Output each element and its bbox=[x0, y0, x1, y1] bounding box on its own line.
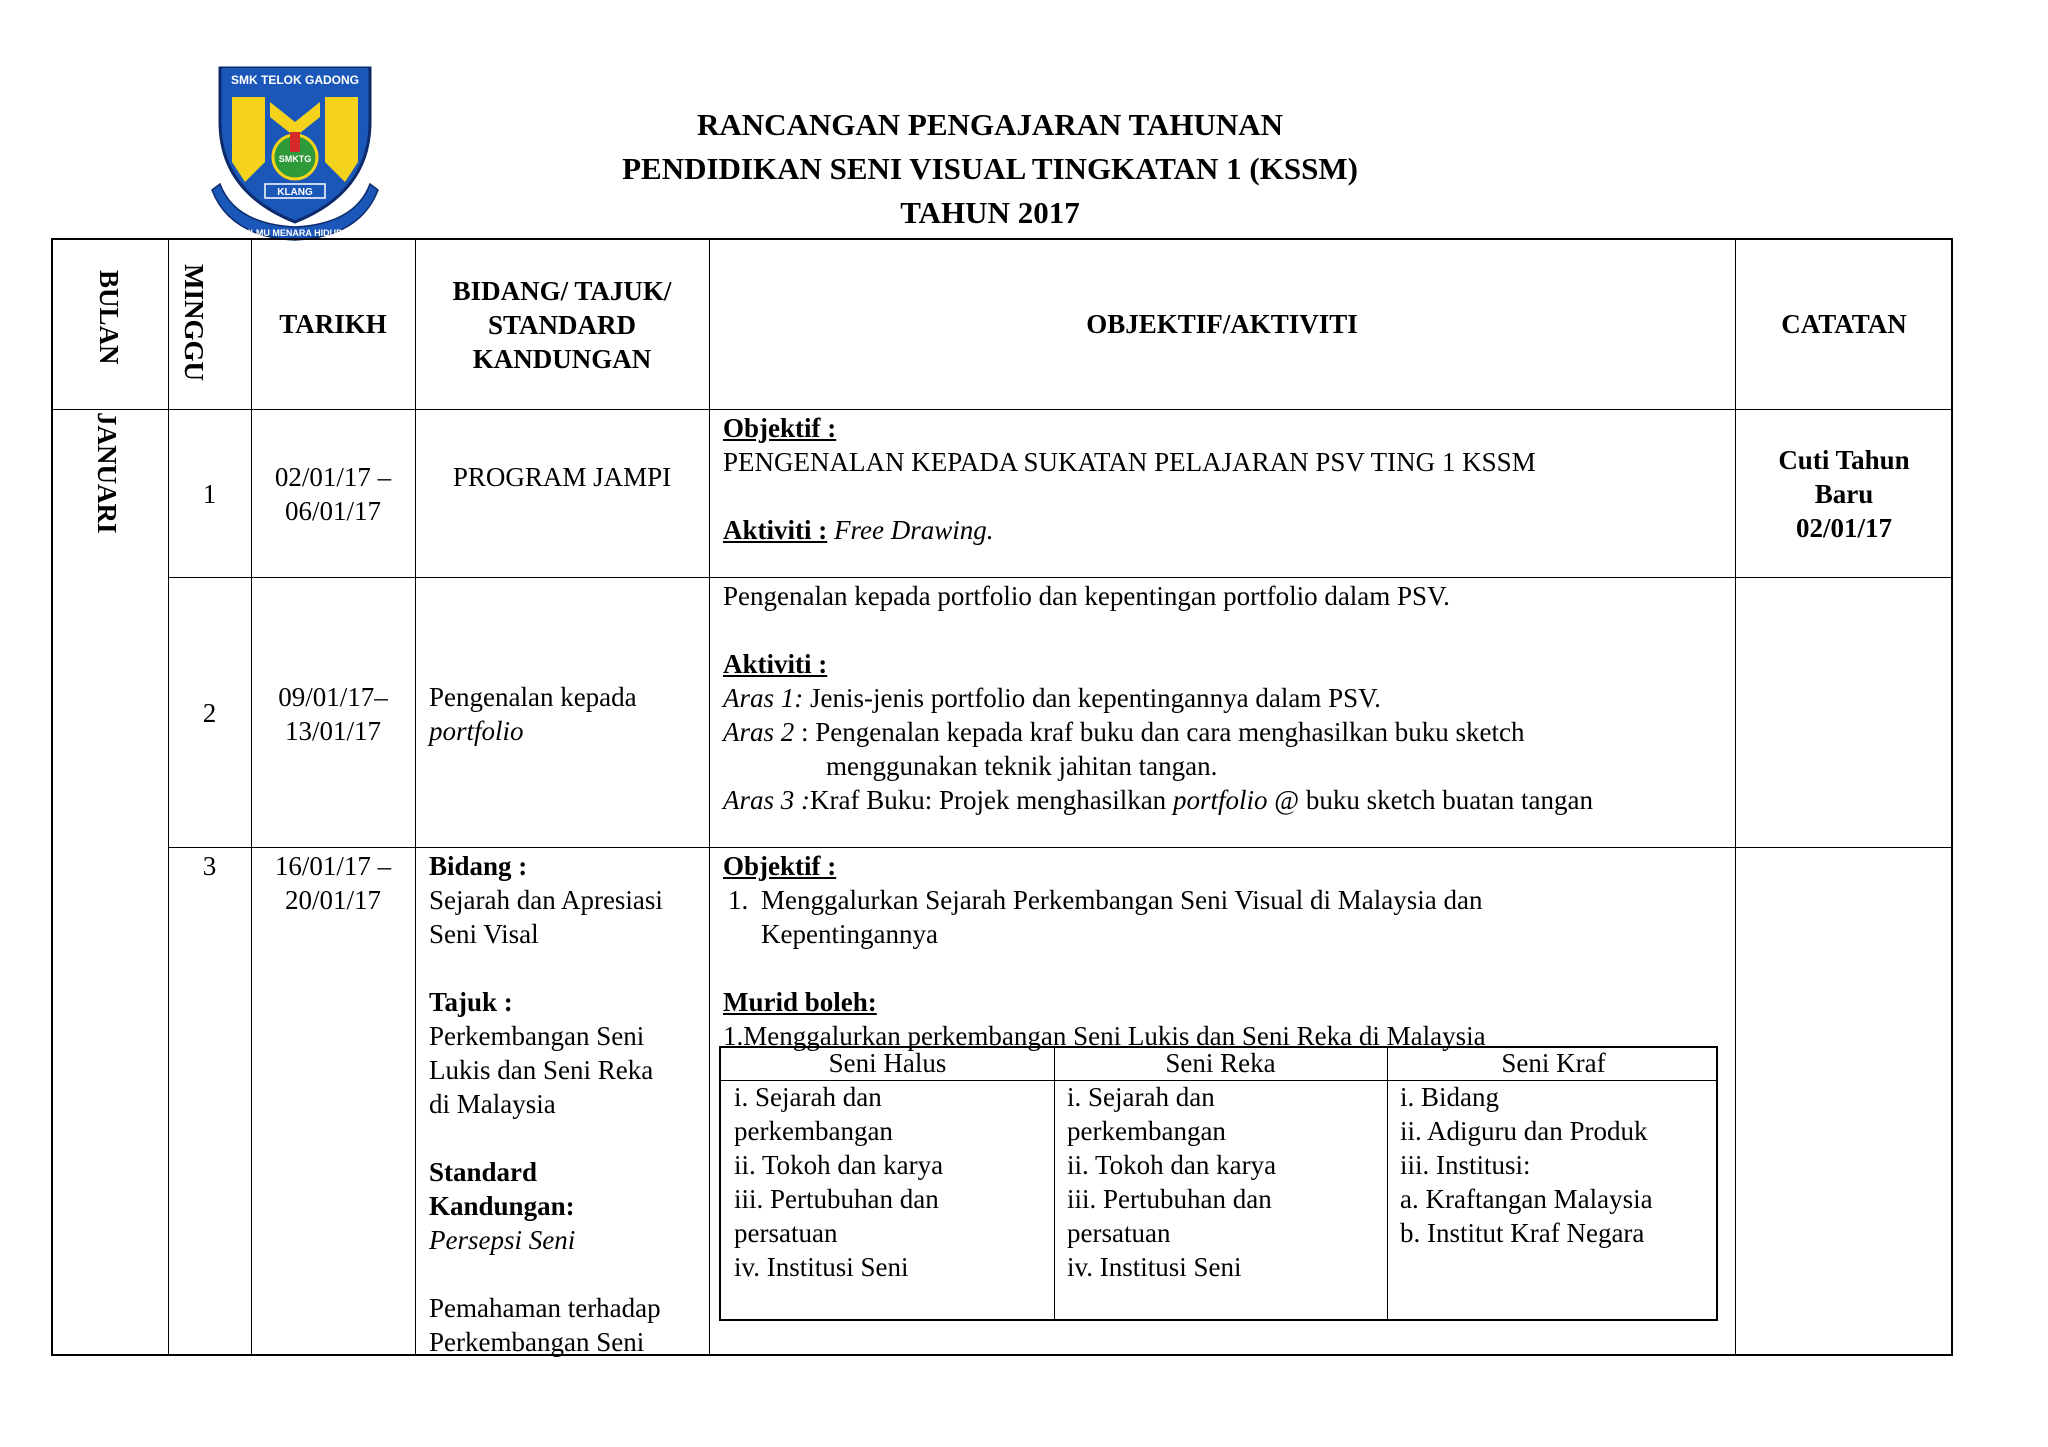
row1-bidang: PROGRAM JAMPI bbox=[452, 462, 672, 492]
row3-tajuk-label: Tajuk : bbox=[429, 987, 513, 1017]
row3-bidang-label: Bidang : bbox=[429, 851, 528, 881]
header-objektif: OBJEKTIF/AKTIVITI bbox=[1086, 309, 1358, 339]
row2-bidang-line2: portfolio bbox=[429, 716, 524, 746]
header-bidang-line1: BIDANG/ TAJUK/ bbox=[452, 276, 672, 306]
row2-aras2-cont: menggunakan teknik jahitan tangan. bbox=[826, 751, 1218, 781]
row2-aras2-text: : Pengenalan kepada kraf buku dan cara menghasilkan buku sketch bbox=[794, 717, 1525, 747]
row1-catatan-line2: Baru bbox=[1814, 479, 1874, 509]
grid-line bbox=[415, 240, 416, 1354]
seni-categories-table bbox=[719, 1046, 1718, 1321]
inner-col-line bbox=[1054, 1048, 1055, 1319]
row3-murid-label: Murid boleh: bbox=[723, 987, 877, 1017]
row2-bidang-line1: Pengenalan kepada bbox=[429, 682, 637, 712]
row3-bidang-text-line2: Seni Visal bbox=[429, 919, 539, 949]
row2-bidang bbox=[429, 680, 709, 748]
row2-aras3-text-it: portfolio bbox=[1172, 785, 1268, 815]
list-item: perkembangan bbox=[734, 1116, 893, 1146]
row3-objektif-item-line2: Kepentingannya bbox=[761, 919, 938, 949]
list-item: persatuan bbox=[734, 1218, 838, 1248]
month-label: JANUARI bbox=[92, 412, 122, 534]
row2-tarikh bbox=[251, 680, 415, 748]
row2-tarikh-end: 13/01/17 bbox=[284, 716, 381, 746]
row1-catatan-line1: Cuti Tahun bbox=[1778, 445, 1910, 475]
list-item: ii. Tokoh dan karya bbox=[1067, 1150, 1277, 1180]
header-bidang bbox=[415, 274, 709, 376]
row3-bidang-text-line1: Sejarah dan Apresiasi bbox=[429, 885, 663, 915]
list-item: iii. Pertubuhan dan bbox=[1067, 1184, 1272, 1214]
row3-pemahaman-line1: Pemahaman terhadap bbox=[429, 1293, 661, 1323]
row3-tarikh-end: 20/01/17 bbox=[284, 885, 381, 915]
row1-objektif bbox=[723, 411, 1723, 547]
row1-catatan bbox=[1735, 443, 1953, 545]
row1-objektif-text: PENGENALAN KEPADA SUKATAN PELAJARAN PSV TING 1 KSSM bbox=[723, 447, 1536, 477]
header-bidang-line2: STANDARD bbox=[487, 310, 636, 340]
logo-center-text: SMKTG bbox=[278, 154, 312, 164]
list-item: a. Kraftangan Malaysia bbox=[1400, 1184, 1653, 1214]
grid-line bbox=[251, 240, 252, 1354]
grid-line bbox=[709, 240, 710, 1354]
row1-tarikh-end: 06/01/17 bbox=[284, 496, 381, 526]
row3-tarikh-start: 16/01/17 – bbox=[274, 851, 392, 881]
grid-line bbox=[168, 240, 169, 1354]
row3-tarikh bbox=[251, 849, 415, 917]
inner-col-line bbox=[1387, 1048, 1388, 1319]
row2-aras2-label: Aras 2 bbox=[723, 717, 795, 747]
header-bulan: BULAN bbox=[94, 270, 124, 365]
row2-objektif bbox=[723, 579, 1733, 817]
row2-minggu: 2 bbox=[202, 698, 217, 728]
list-item: i. Sejarah dan bbox=[1067, 1082, 1215, 1112]
header-catatan: CATATAN bbox=[1781, 309, 1907, 339]
row3-tajuk-text-line2: Lukis dan Seni Reka bbox=[429, 1055, 654, 1085]
inner-col-seni-kraf bbox=[1400, 1080, 1715, 1250]
row3-standard-label-line2: Kandungan: bbox=[429, 1191, 575, 1221]
list-item: perkembangan bbox=[1067, 1116, 1226, 1146]
list-item: ii. Adiguru dan Produk bbox=[1400, 1116, 1648, 1146]
grid-line bbox=[168, 847, 1951, 848]
list-item: ii. Tokoh dan karya bbox=[734, 1150, 944, 1180]
row3-bidang bbox=[429, 849, 709, 1359]
row1-objektif-label: Objektif : bbox=[723, 413, 837, 443]
document-title-line2: PENDIDIKAN SENI VISUAL TINGKATAN 1 (KSSM) bbox=[622, 151, 1358, 186]
row3-murid-text: 1.Menggalurkan perkembangan Seni Lukis dan Seni Reka di Malaysia bbox=[723, 1021, 1486, 1051]
row1-tarikh-start: 02/01/17 – bbox=[274, 462, 392, 492]
row2-intro: Pengenalan kepada portfolio dan kepentingan portfolio dalam PSV. bbox=[723, 581, 1450, 611]
row3-tajuk-text-line3: di Malaysia bbox=[429, 1089, 556, 1119]
list-item: iii. Institusi: bbox=[1400, 1150, 1531, 1180]
row3-minggu: 3 bbox=[202, 851, 217, 881]
inner-header-seni-reka: Seni Reka bbox=[1165, 1048, 1276, 1078]
row2-tarikh-start: 09/01/17– bbox=[278, 682, 388, 712]
row3-pemahaman-line2: Perkembangan Seni bbox=[429, 1327, 645, 1357]
grid-line bbox=[53, 409, 1951, 410]
list-item: iii. Pertubuhan dan bbox=[734, 1184, 939, 1214]
list-item: iv. Institusi Seni bbox=[1067, 1252, 1242, 1282]
document-title-line1: RANCANGAN PENGAJARAN TAHUNAN bbox=[696, 107, 1284, 142]
grid-line bbox=[168, 577, 1951, 578]
row1-aktiviti-label: Aktiviti : bbox=[723, 515, 828, 545]
row3-standard-text: Persepsi Seni bbox=[429, 1225, 576, 1255]
list-item: i. Sejarah dan bbox=[734, 1082, 882, 1112]
logo-place-text: KLANG bbox=[277, 187, 313, 198]
header-tarikh: TARIKH bbox=[279, 309, 387, 339]
row2-aras3-text-b: @ buku sketch buatan tangan bbox=[1267, 785, 1593, 815]
inner-col-seni-reka bbox=[1067, 1080, 1382, 1284]
row3-objektif-label: Objektif : bbox=[723, 851, 837, 881]
row1-aktiviti-text: Free Drawing. bbox=[834, 515, 994, 545]
row3-standard-label-line1: Standard bbox=[429, 1157, 538, 1187]
school-crest-logo bbox=[210, 62, 380, 242]
header-minggu: MINGGU bbox=[179, 264, 209, 381]
logo-top-text: SMK TELOK GADONG bbox=[231, 73, 359, 87]
row1-minggu: 1 bbox=[202, 479, 217, 509]
row1-catatan-line3: 02/01/17 bbox=[1795, 513, 1892, 543]
logo-motto-text: ILMU MENARA HIDUP bbox=[247, 228, 343, 238]
row3-objektif-item-num: 1. bbox=[728, 885, 749, 915]
row2-aras3-text-a: Kraf Buku: Projek menghasilkan bbox=[810, 785, 1173, 815]
list-item: b. Institut Kraf Negara bbox=[1400, 1218, 1645, 1248]
row2-aktiviti-label: Aktiviti : bbox=[723, 649, 828, 679]
list-item: iv. Institusi Seni bbox=[734, 1252, 909, 1282]
row1-tarikh bbox=[251, 460, 415, 528]
inner-header-seni-kraf: Seni Kraf bbox=[1501, 1048, 1606, 1078]
row3-objektif bbox=[723, 849, 1733, 1053]
row2-aras1-text: Jenis-jenis portfolio dan kepentingannya dalam PSV. bbox=[803, 683, 1381, 713]
list-item: persatuan bbox=[1067, 1218, 1171, 1248]
row3-objektif-item-line1: Menggalurkan Sejarah Perkembangan Seni Visual di Malaysia dan bbox=[761, 885, 1483, 915]
document-title-line3: TAHUN 2017 bbox=[900, 195, 1080, 230]
grid-line bbox=[1735, 240, 1736, 1354]
row2-aras1-label: Aras 1: bbox=[723, 683, 804, 713]
row3-tajuk-text-line1: Perkembangan Seni bbox=[429, 1021, 645, 1051]
inner-col-seni-halus bbox=[734, 1080, 1049, 1284]
row2-aras3-label: Aras 3 : bbox=[723, 785, 810, 815]
list-item: i. Bidang bbox=[1400, 1082, 1499, 1112]
header-bidang-line3: KANDUNGAN bbox=[472, 344, 652, 374]
inner-header-seni-halus: Seni Halus bbox=[828, 1048, 947, 1078]
